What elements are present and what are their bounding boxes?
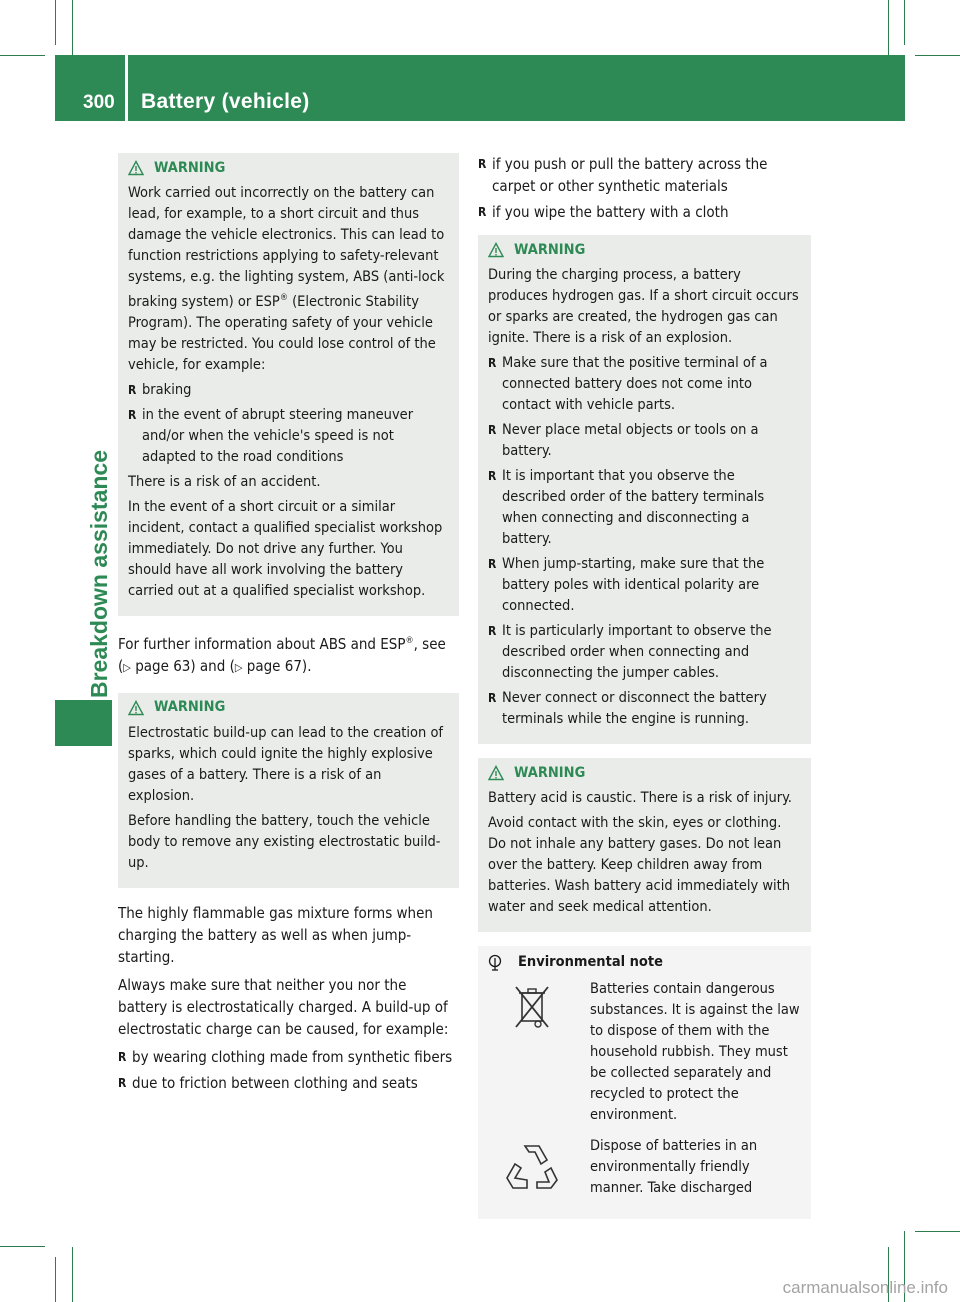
registered-mark: ® [279, 293, 288, 303]
crop-mark [72, 1247, 73, 1302]
warning-heading [488, 762, 801, 784]
list-item: R Make sure that the positive terminal of a connected battery does not come into contact with vehicle parts. [488, 353, 801, 416]
info-text: For further information about ABS and ESP [118, 634, 406, 653]
crop-mark [915, 55, 960, 56]
body-paragraph: Always make sure that neither you nor the battery is electrostatically charged. A build-up of electrostatic charge can be caused, for example: [118, 975, 449, 1038]
chapter-marker [55, 700, 112, 746]
crop-mark [888, 0, 889, 55]
header-separator [125, 55, 128, 121]
env-note-item [488, 1136, 801, 1199]
environmental-note-title: Environmental note [518, 954, 663, 970]
list-item: R It is particularly important to observe the described order when connecting and disconnecting the jumper cables. [488, 621, 801, 684]
lightbulb-icon [488, 954, 502, 972]
warning-box [478, 235, 811, 744]
list-item: R by wearing clothing made from synthetic fibers [118, 1046, 459, 1068]
warning-box [118, 693, 459, 888]
crossed-out-bin-icon [512, 983, 552, 1033]
registered-mark: ® [405, 635, 414, 646]
crop-mark [0, 1246, 45, 1247]
list-item: R if you wipe the battery with a cloth [478, 201, 811, 223]
list-item: R braking [128, 380, 449, 401]
env-note-item [488, 979, 801, 1126]
body-paragraph: The highly flammable gas mixture forms when charging the battery as well as when jump-starting. [118, 903, 433, 966]
body-bullet-list [478, 153, 811, 223]
crop-mark [0, 55, 45, 56]
warning-box [118, 153, 459, 616]
env-note-text: Dispose of batteries in an environmentally friendly manner. Take discharged [590, 1138, 758, 1196]
warning-label: WARNING [154, 699, 226, 716]
warning-heading [128, 697, 449, 719]
warning-triangle-icon [128, 160, 144, 176]
warning-text: There is a risk of an accident. [128, 473, 321, 490]
list-item: R if you push or pull the battery across the carpet or other synthetic materials [478, 153, 811, 197]
page-number: 300 [83, 92, 115, 113]
page-ref-arrow-icon: ▷ [123, 660, 131, 674]
warning-label: WARNING [514, 241, 586, 258]
body-text [118, 902, 459, 1094]
warning-triangle-icon [128, 700, 144, 716]
crop-mark [55, 0, 56, 45]
watermark-url: carmanualsonline.info [782, 1278, 948, 1297]
right-column [478, 153, 811, 1219]
crop-mark [915, 1231, 960, 1232]
warning-text-cont: (Electronic Stability Program). The operating safety of your vehicle may be restricted. You could lose control of the vehicle, for example: [128, 293, 436, 373]
page-ref-arrow-icon: ▷ [234, 660, 243, 674]
env-note-text: Batteries contain dangerous substances. It is against the law to dispose of them with the household rubbish. They must be collected separately and recycled to protect the environment. [590, 981, 800, 1123]
warning-bullet-list [488, 353, 801, 730]
warning-triangle-icon [488, 765, 504, 781]
warning-label: WARNING [154, 159, 226, 176]
crop-mark [904, 0, 905, 45]
warning-text: Before handling the battery, touch the vehicle body to remove any existing electrostatic build-up. [128, 812, 441, 871]
list-item: R Never place metal objects or tools on a battery. [488, 420, 801, 462]
list-item: R Never connect or disconnect the battery terminals while the engine is running. [488, 688, 801, 730]
warning-heading [128, 157, 449, 179]
info-paragraph [118, 630, 459, 679]
warning-box [478, 758, 811, 932]
warning-text: In the event of a short circuit or a similar incident, contact a qualified specialist workshop immediately. Do not drive any further. You should have all work involving the battery carried out at a qualified specialist workshop. [128, 498, 443, 599]
warning-heading [488, 239, 801, 261]
page-ref-67-link[interactable]: page 67). [242, 656, 312, 675]
list-item: R due to friction between clothing and seats [118, 1072, 459, 1094]
list-item: R in the event of abrupt steering maneuver and/or when the vehicle's speed is not adapted to the road conditions [128, 405, 449, 468]
left-column [118, 153, 459, 1098]
environmental-note-box [478, 946, 811, 1219]
crop-mark [72, 0, 73, 55]
warning-text: Avoid contact with the skin, eyes or clothing. Do not inhale any battery gases. Do not lean over the battery. Keep children away from batteries. Wash battery acid immediately with water and seek medical attention. [488, 815, 791, 915]
body-bullet-list [118, 1046, 459, 1094]
page-ref-63-link[interactable]: page 63) and ( [130, 656, 235, 675]
chapter-side-label: Breakdown assistance [86, 449, 112, 698]
warning-label: WARNING [514, 764, 586, 781]
warning-text [128, 183, 449, 376]
warning-triangle-icon [488, 242, 504, 258]
warning-bullet-list [128, 380, 449, 468]
list-item: R When jump-starting, make sure that the battery poles with identical polarity are connected. [488, 554, 801, 617]
info-text: , see ( [118, 634, 446, 675]
crop-mark [55, 1257, 56, 1302]
esp-term: ESP [255, 293, 280, 310]
section-title: Battery (vehicle) [141, 90, 310, 113]
warning-text: During the charging process, a battery produces hydrogen gas. If a short circuit occurs or sparks are created, the hydrogen gas can ignite. There is a risk of an explosion. [488, 267, 799, 346]
environmental-note-heading [488, 952, 801, 973]
warning-text: Battery acid is caustic. There is a risk of injury. [488, 790, 792, 806]
list-item: R It is important that you observe the described order of the battery terminals when connecting and disconnecting a battery. [488, 466, 801, 550]
warning-intro: Work carried out incorrectly on the battery can lead, for example, to a short circuit and thus damage the vehicle electronics. This can lead to function restrictions applying to safety-relevant systems, e.g. the lighting system, ABS (anti-lock braking system) or [128, 185, 445, 310]
recycle-icon [505, 1140, 559, 1192]
warning-text: Electrostatic build-up can lead to the creation of sparks, which could ignite the highly explosive gases of a battery. There is a risk of an explosion. [128, 724, 444, 804]
body-text [478, 153, 811, 223]
